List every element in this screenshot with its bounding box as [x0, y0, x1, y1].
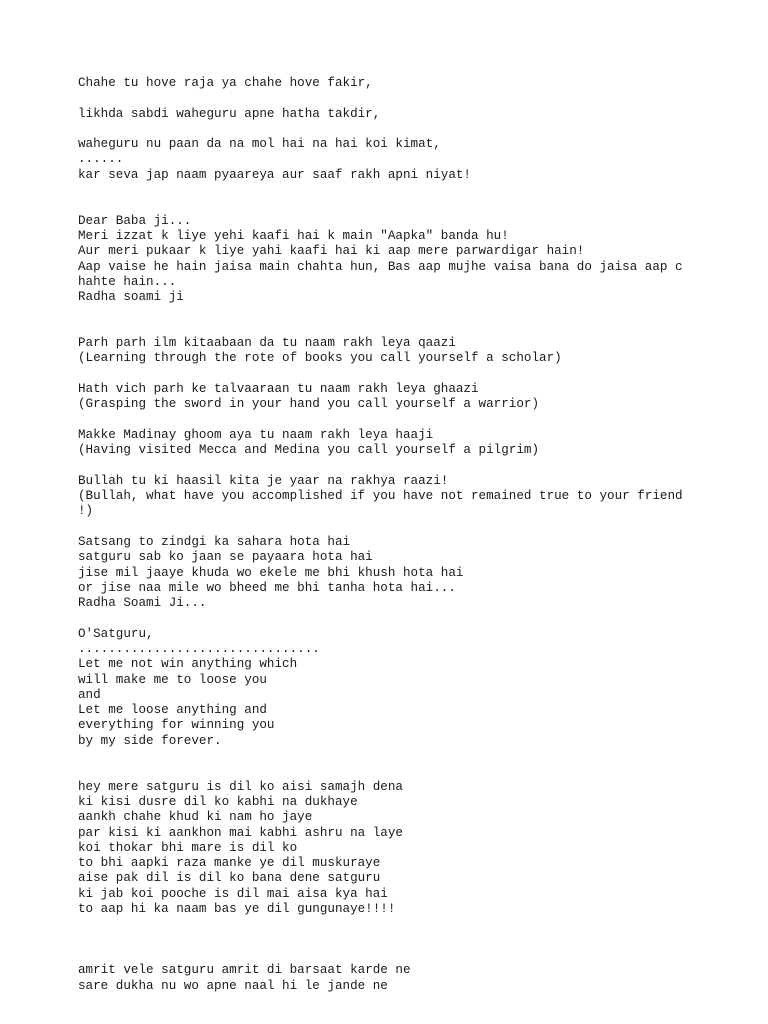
text-line: by my side forever.: [78, 733, 222, 748]
text-line: Bullah tu ki haasil kita je yaar na rakhya raazi!: [78, 473, 449, 488]
text-line: kar seva jap naam pyaareya aur saaf rakh apni niyat!: [78, 167, 471, 182]
text-line: [78, 520, 758, 535]
text-line: waheguru nu paan da na mol hai na hai koi kimat,: [78, 137, 441, 152]
text-line: [78, 305, 758, 320]
text-line: everything for winning you: [78, 718, 275, 733]
text-line: (Having visited Mecca and Medina you call yourself a pilgrim): [78, 443, 540, 458]
text-line: hahte hain...: [78, 274, 177, 289]
text-line: Let me not win anything which: [78, 657, 298, 672]
text-line: [78, 122, 758, 137]
text-line: [78, 91, 758, 106]
text-line: koi thokar bhi mare is dil ko: [78, 840, 298, 855]
text-line: or jise naa mile wo bheed me bhi tanha hota hai...: [78, 580, 456, 595]
text-line: [78, 749, 758, 764]
text-line: Aur meri pukaar k liye yahi kaafi hai ki aap mere parwardigar hain!: [78, 244, 585, 259]
text-line: Makke Madinay ghoom aya tu naam rakh leya haaji: [78, 427, 434, 442]
text-line: aise pak dil is dil ko bana dene satguru: [78, 871, 381, 886]
text-line: Meri izzat k liye yehi kaafi hai k main "Aapka" banda hu!: [78, 228, 509, 243]
text-line: satguru sab ko jaan se payaara hota hai: [78, 550, 373, 565]
text-line: Radha soami ji: [78, 290, 184, 305]
text-line: Dear Baba ji...: [78, 213, 192, 228]
text-line: ki jab koi pooche is dil mai aisa kya hai: [78, 886, 388, 901]
text-line: Radha Soami Ji...: [78, 596, 207, 611]
text-line: Parh parh ilm kitaabaan da tu naam rakh leya qaazi: [78, 336, 456, 351]
text-line: [78, 611, 758, 626]
text-line: [78, 183, 758, 198]
text-line: [78, 321, 758, 336]
text-line: Satsang to zindgi ka sahara hota hai: [78, 534, 351, 549]
text-line: Chahe tu hove raja ya chahe hove fakir,: [78, 76, 373, 90]
text-line: Let me loose anything and: [78, 703, 267, 718]
text-line: ......: [78, 152, 124, 167]
text-line: (Bullah, what have you accomplished if you have not remained true to your friend: [78, 489, 683, 504]
text-line: [78, 198, 758, 213]
text-line: hey mere satguru is dil ko aisi samajh dena: [78, 779, 403, 794]
text-line: [78, 764, 758, 779]
text-line: ki kisi dusre dil ko kabhi na dukhaye: [78, 794, 358, 809]
text-line: [78, 367, 758, 382]
text-line: [78, 948, 758, 963]
document-text: [78, 76, 758, 994]
text-line: to aap hi ka naam bas ye dil gungunaye!!!!: [78, 902, 396, 917]
text-line: (Grasping the sword in your hand you call yourself a warrior): [78, 397, 540, 412]
text-line: O'Satguru,: [78, 626, 154, 641]
text-line: par kisi ki aankhon mai kabhi ashru na laye: [78, 825, 403, 840]
text-line: aankh chahe khud ki nam ho jaye: [78, 810, 313, 825]
text-line: jise mil jaaye khuda wo ekele me bhi khush hota hai: [78, 565, 464, 580]
text-line: likhda sabdi waheguru apne hatha takdir,: [78, 106, 381, 121]
text-line: [78, 933, 758, 948]
text-line: Hath vich parh ke talvaaraan tu naam rakh leya ghaazi: [78, 381, 479, 396]
text-line: [78, 917, 758, 932]
text-line: !): [78, 504, 94, 519]
text-line: will make me to loose you: [78, 672, 267, 687]
text-line: amrit vele satguru amrit di barsaat karde ne: [78, 963, 411, 978]
text-line: to bhi aapki raza manke ye dil muskuraye: [78, 856, 381, 871]
text-line: (Learning through the rote of books you call yourself a scholar): [78, 351, 562, 366]
text-line: ................................: [78, 641, 320, 656]
text-line: Aap vaise he hain jaisa main chahta hun, Bas aap mujhe vaisa bana do jaisa aap c: [78, 259, 683, 274]
text-line: and: [78, 687, 101, 702]
text-line: sare dukha nu wo apne naal hi le jande ne: [78, 978, 388, 993]
text-line: [78, 413, 758, 428]
text-line: [78, 458, 758, 473]
